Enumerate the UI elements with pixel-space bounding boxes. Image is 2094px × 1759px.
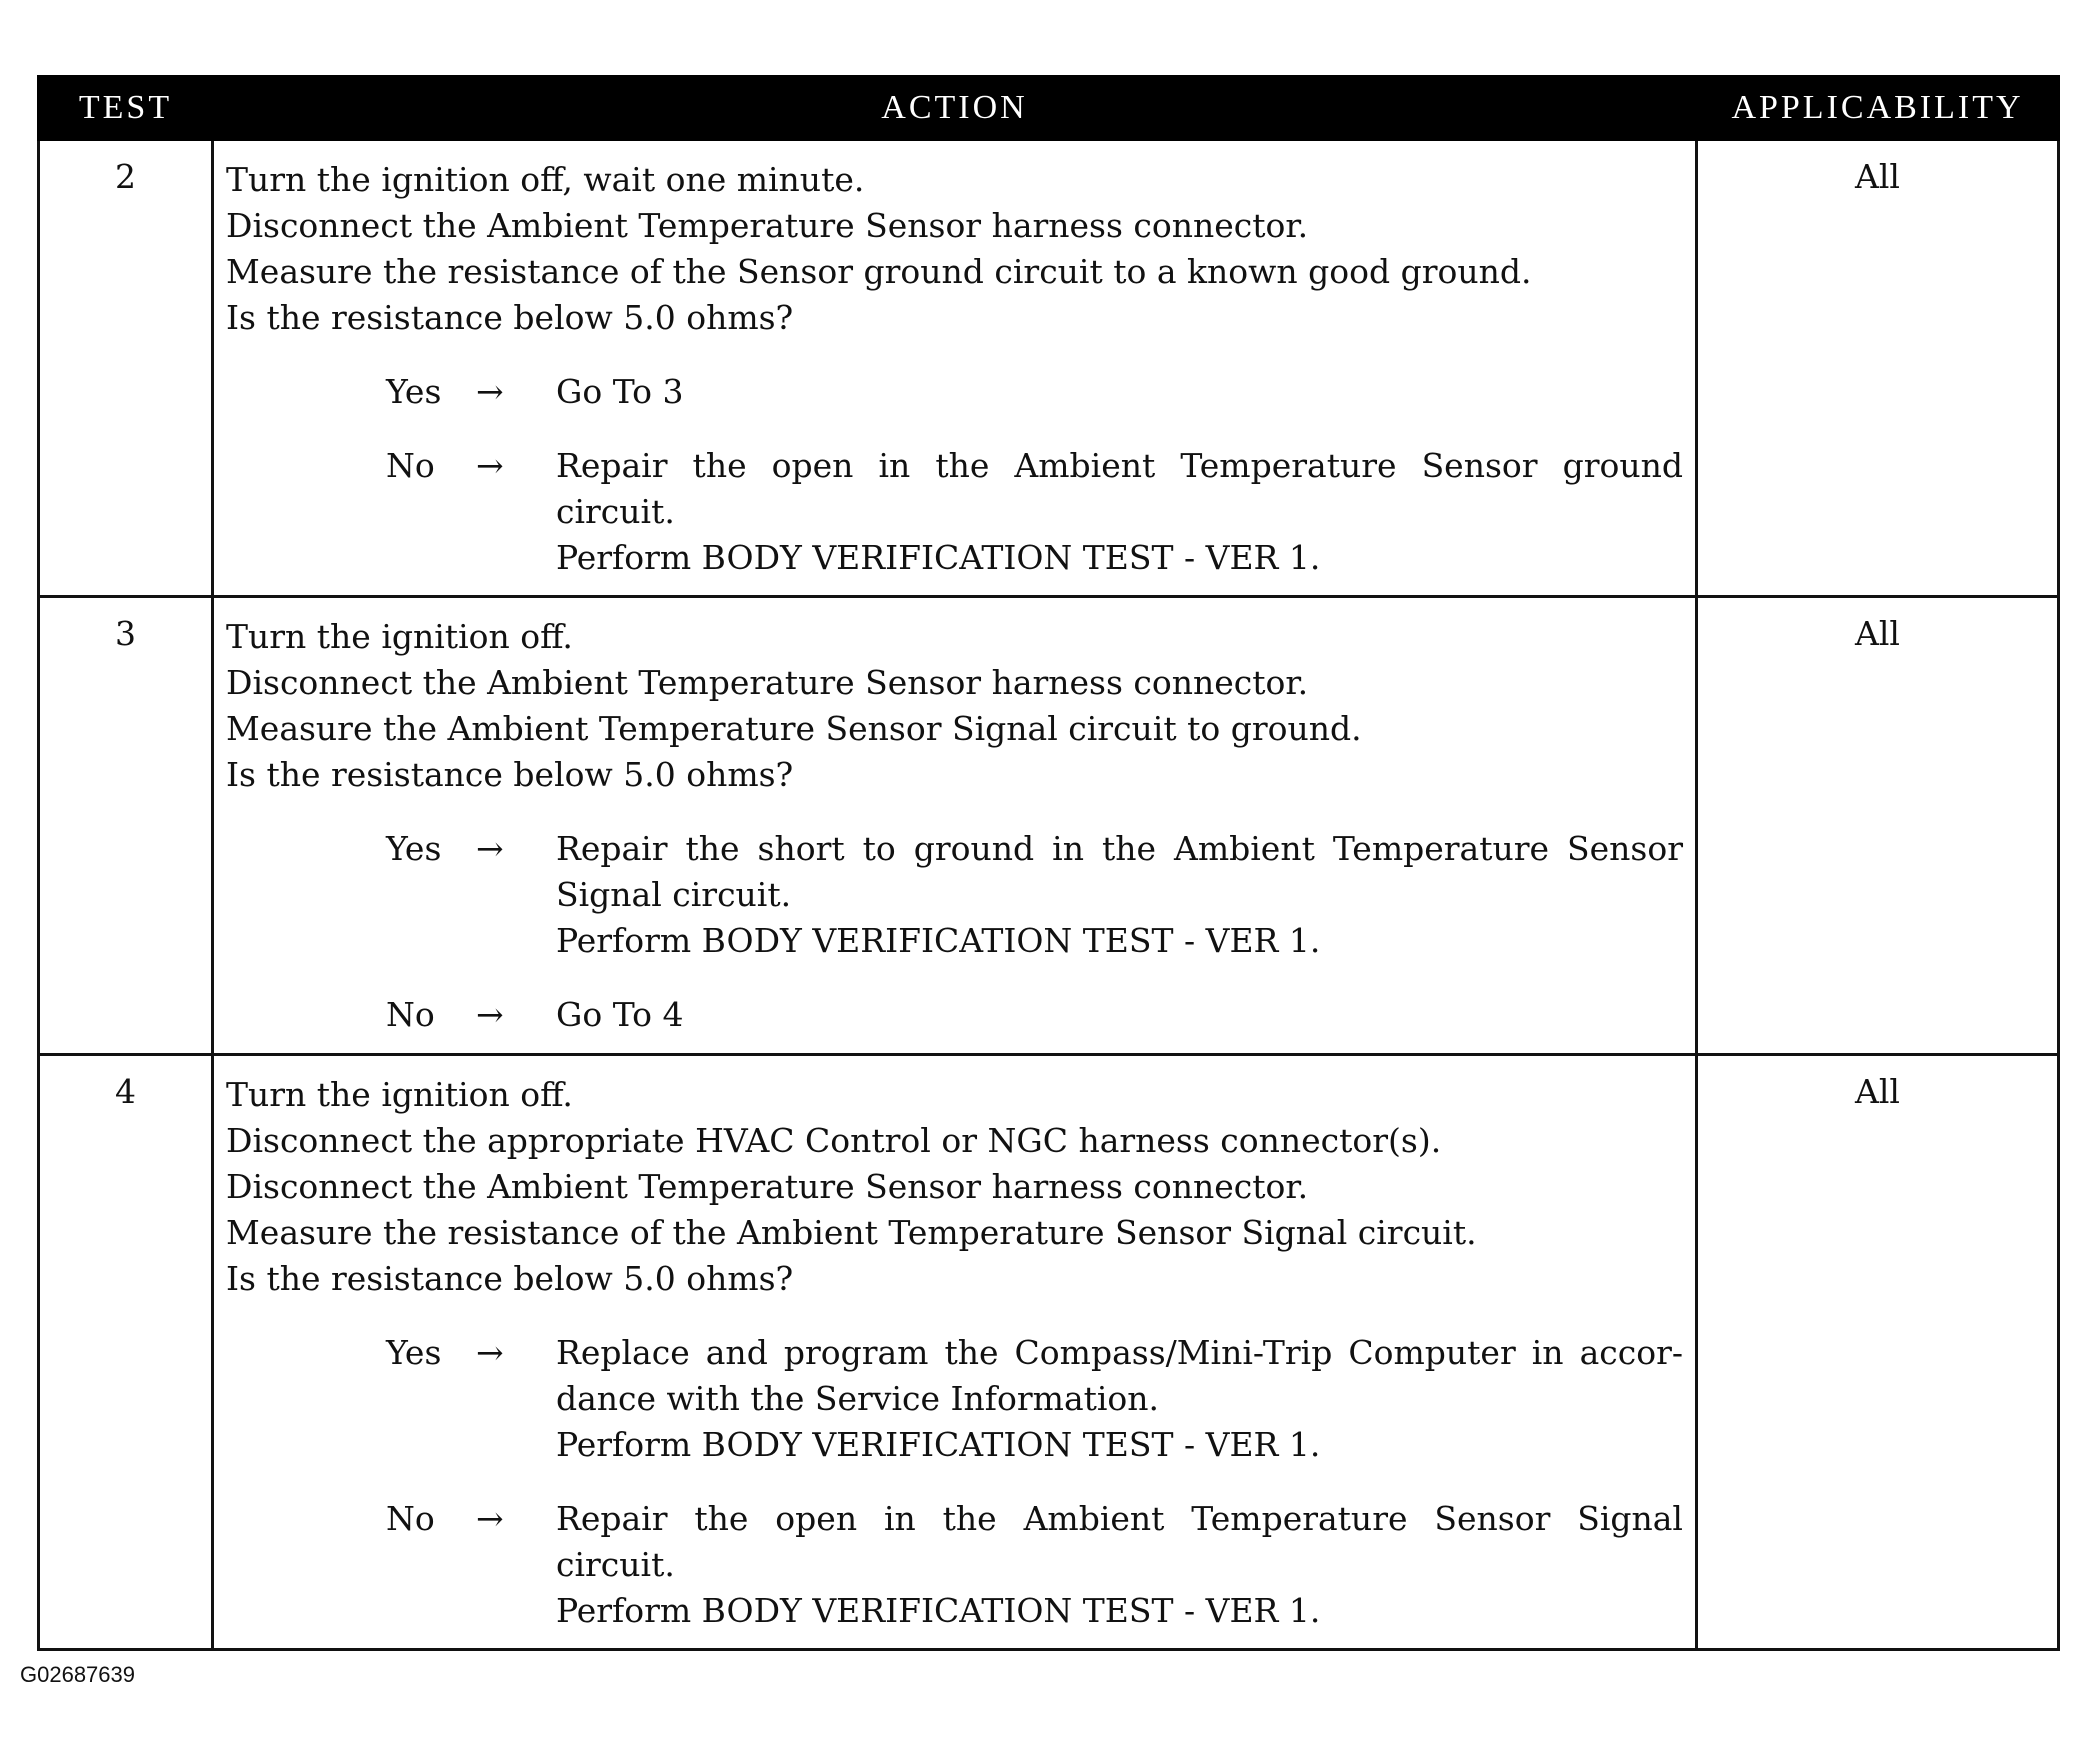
header-applicability: APPLICABILITY [1697, 77, 2059, 140]
applicability-value: All [1697, 140, 2059, 597]
figure-id-caption: G02687639 [20, 1662, 135, 1687]
no-outcome [386, 443, 1683, 581]
yes-label: Yes [386, 829, 442, 868]
outcome-result [556, 992, 1683, 1038]
action-cell [213, 140, 1697, 597]
result-line: circuit. [556, 1545, 675, 1584]
result-line: Perform BODY VERIFICATION TEST - VER 1. [556, 1425, 1321, 1464]
result-line: dance with the Service Information. [556, 1379, 1160, 1418]
action-step: Is the resistance below 5.0 ohms? [226, 1259, 794, 1298]
table-header-row [39, 77, 2059, 140]
test-number: 3 [39, 597, 213, 1055]
no-label: No [386, 995, 435, 1034]
result-line: Perform BODY VERIFICATION TEST - VER 1. [556, 921, 1321, 960]
outcome-result [556, 369, 1683, 415]
result-line: Repair the short to ground in the Ambient Temperature Sensor [556, 829, 1683, 868]
action-step: Is the resistance below 5.0 ohms? [226, 298, 794, 337]
outcome-result [556, 826, 1683, 964]
action-step: Disconnect the Ambient Temperature Sensor harness connector. [226, 663, 1309, 702]
arrow-icon: → [476, 1499, 504, 1538]
action-step: Measure the resistance of the Ambient Temperature Sensor Signal circuit. [226, 1213, 1477, 1252]
diagnostic-table-sheet [37, 75, 2057, 1651]
table-row [39, 1055, 2059, 1650]
result-line: Signal circuit. [556, 875, 792, 914]
action-step: Disconnect the Ambient Temperature Sensor harness connector. [226, 1167, 1309, 1206]
yes-outcome [386, 826, 1683, 964]
action-step: Disconnect the Ambient Temperature Sensor harness connector. [226, 206, 1309, 245]
action-step: Turn the ignition off. [226, 617, 573, 656]
result-line: Go To 3 [556, 372, 684, 411]
diagnostic-test-table [37, 75, 2060, 1651]
outcome-result [556, 1330, 1683, 1468]
result-line: Go To 4 [556, 995, 684, 1034]
action-step: Turn the ignition off, wait one minute. [226, 160, 865, 199]
yes-label: Yes [386, 372, 442, 411]
test-number: 2 [39, 140, 213, 597]
table-row [39, 140, 2059, 597]
action-cell [213, 597, 1697, 1055]
outcome-result [556, 443, 1683, 581]
result-line: Perform BODY VERIFICATION TEST - VER 1. [556, 538, 1321, 577]
arrow-icon: → [476, 829, 504, 868]
result-line: Repair the open in the Ambient Temperature Sensor Signal [556, 1499, 1683, 1538]
test-number: 4 [39, 1055, 213, 1650]
result-line: Repair the open in the Ambient Temperature Sensor ground [556, 446, 1683, 485]
header-action: ACTION [213, 77, 1697, 140]
table-row [39, 597, 2059, 1055]
no-label: No [386, 1499, 435, 1538]
arrow-icon: → [476, 372, 504, 411]
no-label: No [386, 446, 435, 485]
action-step: Measure the Ambient Temperature Sensor Signal circuit to ground. [226, 709, 1362, 748]
action-step: Is the resistance below 5.0 ohms? [226, 755, 794, 794]
action-cell [213, 1055, 1697, 1650]
result-line: Replace and program the Compass/Mini-Trip Computer in accor- [556, 1333, 1683, 1372]
header-test: TEST [39, 77, 213, 140]
result-line: circuit. [556, 492, 675, 531]
yes-outcome [386, 369, 1683, 415]
result-line: Perform BODY VERIFICATION TEST - VER 1. [556, 1591, 1321, 1630]
arrow-icon: → [476, 995, 504, 1034]
action-step: Measure the resistance of the Sensor ground circuit to a known good ground. [226, 252, 1532, 291]
no-outcome [386, 992, 1683, 1038]
outcome-result [556, 1496, 1683, 1634]
action-step: Disconnect the appropriate HVAC Control or NGC harness connector(s). [226, 1121, 1442, 1160]
applicability-value: All [1697, 1055, 2059, 1650]
yes-outcome [386, 1330, 1683, 1468]
yes-label: Yes [386, 1333, 442, 1372]
action-step: Turn the ignition off. [226, 1075, 573, 1114]
applicability-value: All [1697, 597, 2059, 1055]
arrow-icon: → [476, 1333, 504, 1372]
arrow-icon: → [476, 446, 504, 485]
no-outcome [386, 1496, 1683, 1634]
